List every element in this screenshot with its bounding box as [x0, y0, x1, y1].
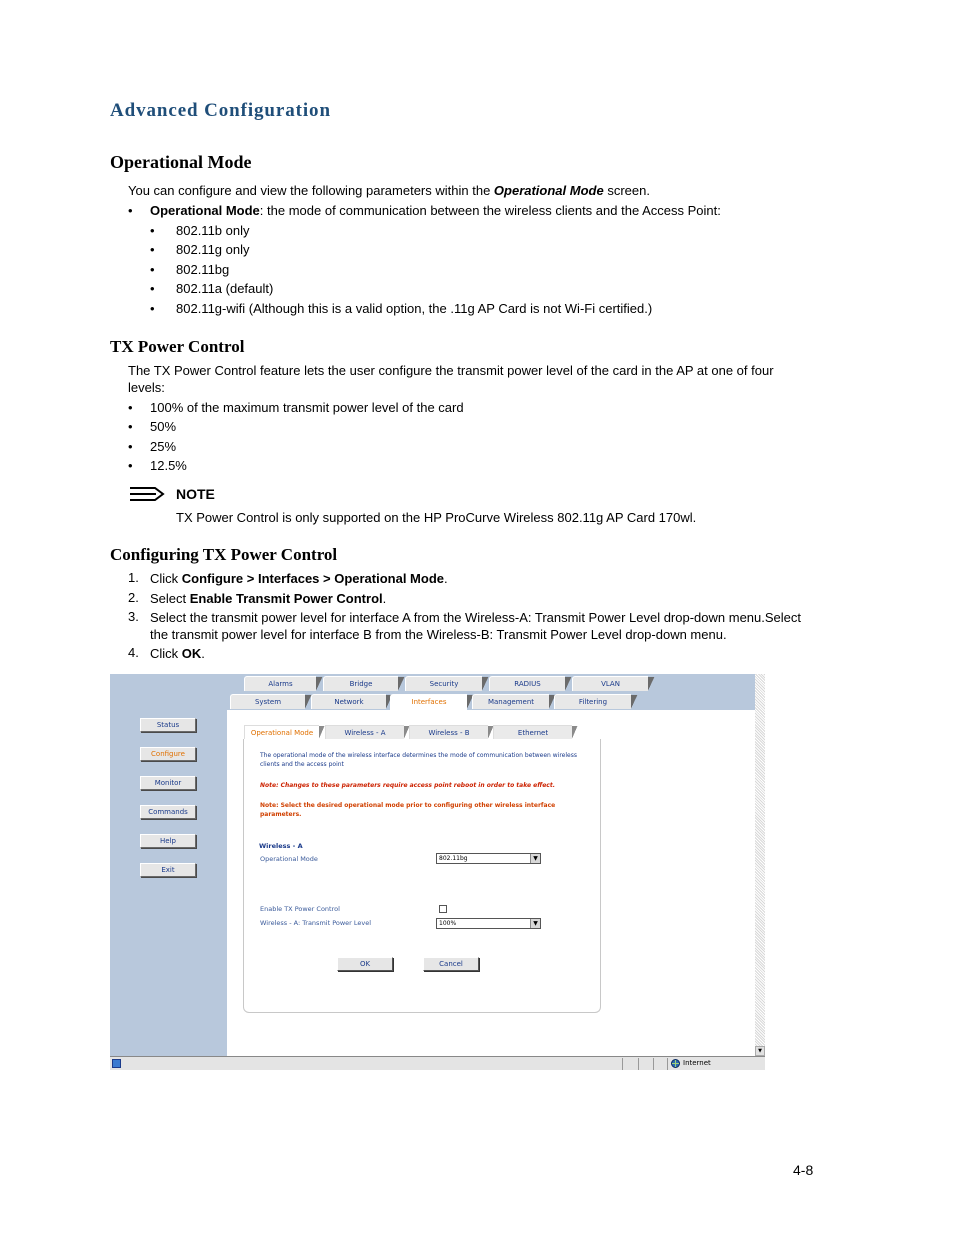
sidebar-commands-button[interactable]: Commands	[140, 805, 196, 819]
tab-interfaces[interactable]: Interfaces	[390, 694, 467, 711]
tab-system[interactable]: System	[230, 694, 305, 709]
ok-button[interactable]: OK	[337, 957, 393, 971]
operational-mode-select[interactable]: 802.11bg ▼	[436, 853, 541, 864]
statusbar-divider	[638, 1058, 639, 1070]
dropdown-arrow-icon: ▼	[530, 919, 540, 928]
status-zone-label: Internet	[683, 1059, 711, 1067]
sidebar-status-button[interactable]: Status	[140, 718, 196, 732]
operational-mode-intro: You can configure and view the following parameters within the Operational Mode screen.	[128, 183, 650, 198]
note-text: TX Power Control is only supported on the HP ProCurve Wireless 802.11g AP Card 170wl.	[176, 510, 697, 525]
tab-radius[interactable]: RADIUS	[489, 676, 565, 691]
inner-tab-wireless-b[interactable]: Wireless - B	[409, 725, 488, 739]
page-number: 4-8	[793, 1162, 814, 1178]
sidebar-exit-button[interactable]: Exit	[140, 863, 196, 877]
dropdown-arrow-icon: ▼	[530, 854, 540, 863]
panel-note-order: Note: Select the desired operational mode prior to configuring other wireless interface parameters.	[260, 802, 556, 818]
tx-power-heading: TX Power Control	[110, 337, 245, 356]
vertical-scrollbar[interactable]	[755, 674, 765, 1056]
statusbar-divider	[653, 1058, 654, 1070]
sidebar-monitor-button[interactable]: Monitor	[140, 776, 196, 790]
panel-note-reboot: Note: Changes to these parameters require access point reboot in order to take effect.	[260, 782, 555, 789]
panel-description: The operational mode of the wireless interface determines the mode of communication between wireless clients and the access point	[260, 752, 577, 768]
sidebar-help-button[interactable]: Help	[140, 834, 196, 848]
tab-network[interactable]: Network	[311, 694, 386, 709]
config-screenshot	[110, 674, 765, 1070]
inner-tab-ethernet[interactable]: Ethernet	[493, 725, 572, 739]
operational-mode-label: Operational Mode	[260, 855, 318, 863]
screenshot-tabbar	[227, 674, 755, 710]
statusbar-divider	[667, 1058, 668, 1070]
configuring-heading: Configuring TX Power Control	[110, 545, 338, 564]
inner-tab-wireless-a[interactable]: Wireless - A	[325, 725, 404, 739]
inner-tab-operational-mode[interactable]: Operational Mode	[244, 725, 319, 739]
tab-management[interactable]: Management	[472, 694, 549, 709]
sidebar-configure-button[interactable]: Configure	[140, 747, 196, 761]
tab-alarms[interactable]: Alarms	[244, 676, 316, 691]
cancel-button[interactable]: Cancel	[423, 957, 479, 971]
tab-security[interactable]: Security	[405, 676, 482, 691]
tab-filtering[interactable]: Filtering	[554, 694, 631, 709]
tx-power-level-select[interactable]: 100% ▼	[436, 918, 541, 929]
operational-mode-heading: Operational Mode	[110, 152, 252, 172]
section-title: Advanced Configuration	[110, 100, 331, 121]
screenshot-content	[227, 711, 755, 1056]
page-status-icon	[112, 1059, 121, 1068]
enable-tx-power-label: Enable TX Power Control	[260, 905, 340, 913]
note-arrow-icon	[129, 486, 165, 502]
note-label: NOTE	[176, 486, 215, 502]
wireless-a-heading: Wireless - A	[259, 842, 303, 850]
browser-statusbar	[110, 1056, 765, 1070]
tab-bridge[interactable]: Bridge	[323, 676, 398, 691]
tab-vlan[interactable]: VLAN	[572, 676, 648, 691]
tx-power-level-label: Wireless - A: Transmit Power Level	[260, 919, 372, 927]
screenshot-sidebar	[110, 674, 227, 1056]
scroll-down-icon[interactable]: ▼	[755, 1046, 765, 1056]
tx-power-intro: The TX Power Control feature lets the user configure the transmit power level of the card in the AP at one of four levels:	[128, 363, 774, 395]
enable-tx-power-checkbox[interactable]	[439, 905, 447, 913]
internet-globe-icon	[671, 1059, 680, 1068]
statusbar-divider	[622, 1058, 623, 1070]
